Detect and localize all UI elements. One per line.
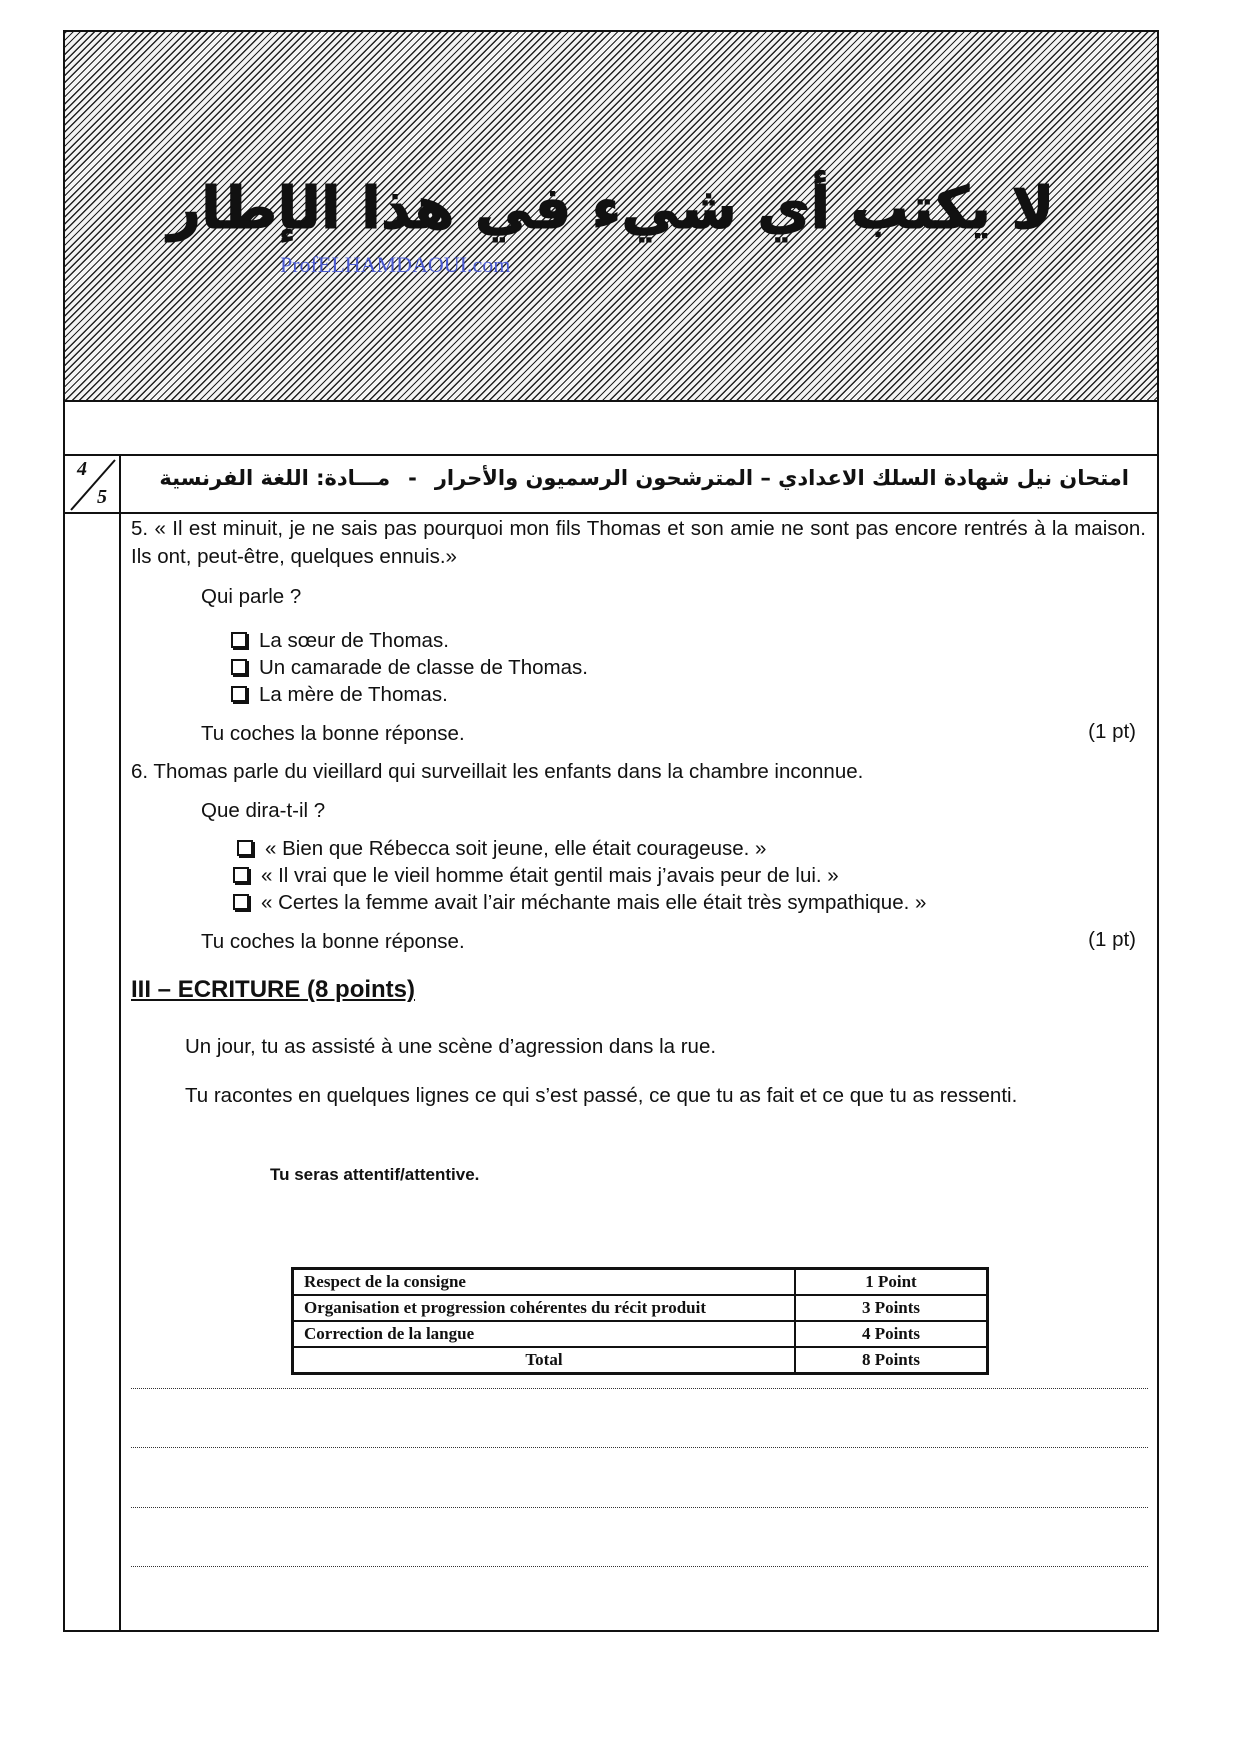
writing-note: Tu seras attentif/attentive. [270, 1165, 480, 1184]
page-current: 4 [77, 458, 87, 480]
total-label-cell: Total [293, 1347, 796, 1374]
q6-option-3[interactable]: « Certes la femme avait l’air méchante mais elle était très sympathique. » [233, 889, 926, 917]
q6-option-1[interactable]: « Bien que Rébecca soit jeune, elle était courageuse. » [237, 835, 766, 863]
exam-header [65, 456, 1157, 514]
answer-line[interactable] [131, 1388, 1148, 1389]
subject-label: مـــادة: اللغة الفرنسية [159, 466, 391, 490]
page-total: 5 [97, 486, 107, 508]
table-row [293, 1321, 988, 1347]
points-cell: 1 Point [795, 1269, 988, 1296]
q5-question: Qui parle ? [201, 585, 302, 608]
exam-title-text: امتحان نيل شهادة السلك الاعدادي – المترشحون الرسميون والأحرار [434, 466, 1129, 490]
answer-line[interactable] [131, 1447, 1148, 1448]
answer-line[interactable] [131, 1566, 1148, 1567]
q6-statement: 6. Thomas parle du vieillard qui surveillait les enfants dans la chambre inconnue. [131, 760, 864, 783]
q5-option-3[interactable]: La mère de Thomas. [231, 681, 448, 709]
checkbox[interactable] [233, 867, 249, 883]
section-title-writing: III – ECRITURE (8 points) [131, 976, 416, 1003]
checkbox[interactable] [231, 686, 247, 702]
table-row [293, 1269, 988, 1296]
q5-option-2[interactable]: Un camarade de classe de Thomas. [231, 654, 588, 682]
q6-option-2[interactable]: « Il vrai que le vieil homme était gentil mais j’avais peur de lui. » [233, 862, 839, 890]
watermark: ProfELHAMDAOUI.com [280, 252, 511, 277]
do-not-write-warning: لا يكتب أي شيء في هذا الإطار [167, 174, 1055, 242]
writing-prompt-1: Un jour, tu as assisté à une scène d’agression dans la rue. [185, 1035, 717, 1058]
q6-instruction: Tu coches la bonne réponse. [201, 930, 465, 953]
writing-prompt-2: Tu racontes en quelques lignes ce qui s’est passé, ce que tu as fait et ce que tu as ressenti. [185, 1084, 1018, 1107]
q5-option-1[interactable]: La sœur de Thomas. [231, 627, 449, 655]
grading-table [291, 1267, 989, 1375]
criterion-cell: Correction de la langue [293, 1321, 796, 1347]
table-row [293, 1347, 988, 1374]
points-cell: 3 Points [795, 1295, 988, 1321]
page-number-box [65, 456, 121, 512]
checkbox[interactable] [237, 840, 253, 856]
margin-column [65, 514, 121, 1630]
page-fraction-slash [65, 456, 121, 514]
exam-page-frame [63, 30, 1159, 1632]
answer-line[interactable] [131, 1507, 1148, 1508]
q6-question: Que dira-t-il ? [201, 799, 326, 822]
total-points-cell: 8 Points [795, 1347, 988, 1374]
do-not-write-zone [65, 32, 1157, 402]
criterion-cell: Respect de la consigne [293, 1269, 796, 1296]
table-row [293, 1295, 988, 1321]
criterion-cell: Organisation et progression cohérentes du récit produit [293, 1295, 796, 1321]
checkbox[interactable] [231, 632, 247, 648]
checkbox[interactable] [233, 894, 249, 910]
exam-title: امتحان نيل شهادة السلك الاعدادي – المترشحون الرسميون والأحرار-مـــادة: اللغة الفرنسية [159, 466, 1129, 490]
checkbox[interactable] [231, 659, 247, 675]
q5-instruction: Tu coches la bonne réponse. [201, 722, 465, 745]
q5-quote: 5. « Il est minuit, je ne sais pas pourquoi mon fils Thomas et son amie ne sont pas encore rentrés à la maison. Ils ont, peut-être, quelques ennuis.» [131, 517, 1146, 568]
points-cell: 4 Points [795, 1321, 988, 1347]
q5-points: (1 pt) [1088, 720, 1136, 743]
q6-points: (1 pt) [1088, 928, 1136, 951]
blank-row [65, 400, 1157, 456]
